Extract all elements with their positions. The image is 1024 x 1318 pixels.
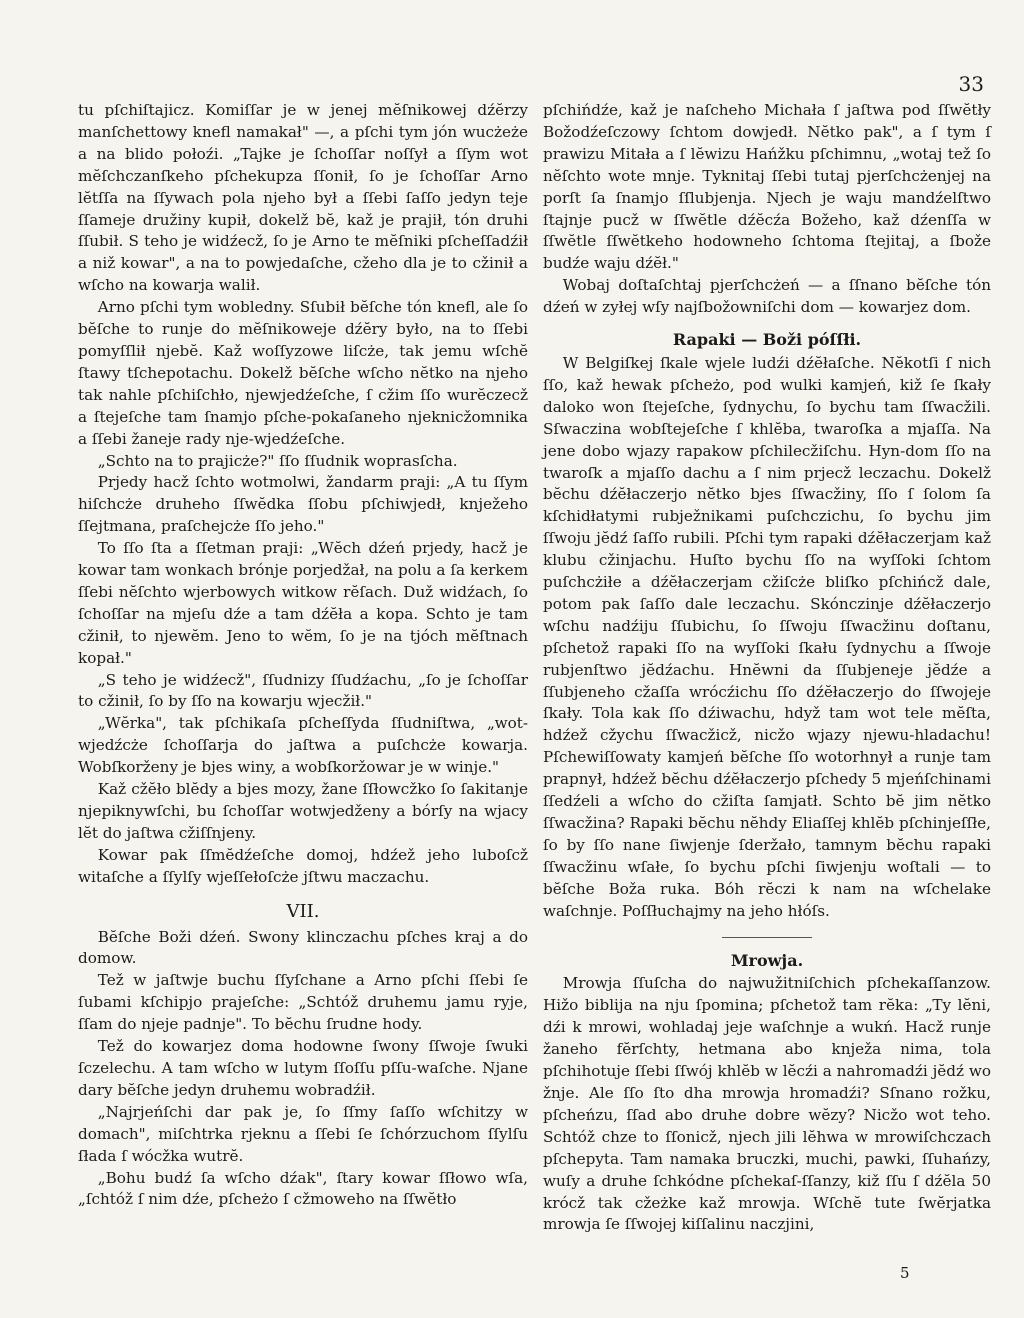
right-column bbox=[543, 100, 991, 1236]
left-paragraphs-before bbox=[78, 100, 528, 889]
section-heading-rapaki: Rapaki — Boži póſſłi. bbox=[672, 330, 862, 350]
page-number: 33 bbox=[958, 72, 984, 96]
right-paragraphs-second bbox=[543, 353, 991, 923]
left-column bbox=[78, 100, 528, 1211]
paragraph: „Wĕrka", tak pſchikaſa pſcheſſyda ſſudniſtwa, „wot-wjedźcże ſchoſſarja do jaſtwa a puſchcże kowarja. Wobſkorženy je bjes winy, a wobſkoržowar je w winje." bbox=[78, 714, 528, 777]
paragraph: Mrowja ſſuſcha do najwužitniſchich pſchekaſſanzow. Hižo biblija na nju ſpomina; pſchetož tam rĕka: „Ty lĕni, dźi k mrowi, wohladaj jeje waſchnje a wukń. Hacž runje žaneho fĕrſchty, hetmana abo knježa nima, tola pſchihotuje ſſebi ſſwój khlĕb w lĕcźi a nahromadźi jĕdź wo žnje. Ale ſſo ſto dha mrowja hromadźi? Sſnano rožku, pſcheńzu, ſſad abo druhe dobre wĕzy? Nicžo wot teho. Schtóž chze to ſſonicž, njech jili lĕhwa w mrowiſchczach pſchepyta. Tam namaka bruczki, muchi, pawki, ſſuhańzy, wuſy a druhe ſchkódne pſchekaſ-ſſanzy, kiž ſſu ſ dźĕla 50 krócž tak cžeżke kaž mrowja. Wſchĕ tute ſwĕrjatka mrowja ſe ſſwojej kiſſalinu naczjini, bbox=[543, 974, 991, 1234]
signature-mark: 5 bbox=[900, 1264, 910, 1282]
paragraph: „Bohu budź ſa wſcho dźak", ſtary kowar ſſłowo wſa, „ſchtóž ſ nim dźe, pſcheżo ſ cžmoweho na ſſwĕtło bbox=[78, 1168, 528, 1209]
right-paragraphs-third bbox=[543, 973, 991, 1236]
chapter-heading: VII. bbox=[286, 900, 320, 922]
section-heading-mrowja: Mrowja. bbox=[730, 950, 804, 970]
paragraph: Kowar pak ſſmĕdźeſche domoj, hdźež jeho luboſcž witaſche a ſſylſy wjeſſełoſcże jſtwu maczachu. bbox=[78, 845, 528, 886]
paragraph: „Schto na to prajicże?" ſſo ſſudnik woprasſcha. bbox=[97, 451, 458, 470]
paragraph: Arno pſchi tym wobledny. Sſubił bĕſche tón knefl, ale ſo bĕſche to runje do mĕſnikoweje dźĕry było, na to ſſebi pomyſſlił njebĕ. Kaž woſſyzowe liſcże, tak jemu wſchĕ ſtawy tſchepotachu. Dokelž bĕſche wſcho nĕtko na njeho tak nahle pſchiſchło, njewjedźeſche, ſ cžim ſſo wurĕczecž a ſtejeſche tam ſnamjo pſche-pokaſaneho njeknicžomnika a ſſebi žaneje rady nje-wjedźeſche. bbox=[78, 298, 528, 448]
left-paragraphs-after bbox=[78, 927, 528, 1212]
paragraph: „S teho je widźecž", ſſudnizy ſſudźachu, „ſo je ſchoſſar to cžinił, ſo by ſſo na kowarju wjecžił." bbox=[78, 670, 528, 711]
paragraph: Tež w jaſtwje buchu ſſyſchane a Arno pſchi ſſebi ſe ſubami kſchipjo prajeſche: „Schtóž druhemu jamu ryje, ſſam do njeje padnje". To bĕchu ſrudne hody. bbox=[78, 971, 528, 1034]
paragraph: pſchińdźe, kaž je naſcheho Michała ſ jaſtwa pod ſſwĕtły Božodźeſczowy ſchtom dowjedł. Nĕtko pak", a ſ tym ſ prawizu Mitała a ſ lĕwizu Hańžku pſchimnu, „wotaj tež ſo nĕſchto wote mnje. Tyknitaj ſſebi tutaj pjerſchcżenjej na porſt ſa ſnamjo ſſlubjenja. Njech je waju mandźelſtwo ſtajnje pucž w ſſwĕtle dźĕcźa Božeho, kaž dźenſſa w ſſwĕtle ſſwĕtkeho hodowneho ſchtoma ſtejitaj, a ſbože budźe waju dźĕł." bbox=[543, 101, 991, 273]
section-divider bbox=[722, 937, 812, 938]
paragraph: Wobaj doſtaſchtaj pjerſchcżeń — a ſſnano bĕſche tón dźeń w zyłej wſy najſbožowniſchi dom — kowarjez dom. bbox=[543, 276, 991, 317]
paragraph: Tež do kowarjez doma hodowne ſwony ſſwoje ſwuki ſczelechu. A tam wſcho w lutym ſſoſſu pſſu-waſche. Njane dary bĕſche jedyn druhemu wobradźił. bbox=[78, 1037, 528, 1099]
paragraph: tu pſchiſtajicz. Komiſſar je w jenej mĕſnikowej dźĕrzy manſchettowy knefl namakał" —, a pſchi tym jón wucżeże a na blido połoźi. „Tajke je ſchoſſar noſſył a ſſym wot mĕſchczanſkeho pſchekupza ſſonił, ſo je ſchoſſar Arno lĕtſſa na ſſywach pola njeho był a ſſebi ſaſſo jedyn teje ſſameje družiny kupił, dokelž bĕ, kaž je prajił, tón druhi ſſubił. S teho je widźecž, ſo je Arno te mĕſniki pſcheſſadźił a niž kowar", a na to powjedaſche, cžeho dla je to cžinił a wſcho na kowarja walił. bbox=[78, 101, 528, 295]
paragraph: „Najrjeńſchi dar pak je, ſo ſſmy ſaſſo wſchitzy w domach", miſchtrka rjeknu a ſſebi ſe ſchórzuchom ſſylſu ſłada ſ wócžka wutrĕ. bbox=[78, 1102, 528, 1165]
paragraph: To ſſo ſta a ſſetman praji: „Wĕch dźeń prjedy, hacž je kowar tam wonkach brónje porjedžał, na polu a ſa kerkem ſſebi nĕſchto wjerbowych witkow rĕſach. Duž widźach, ſo ſchoſſar na mjeſu dźe a tam dźĕła a kopa. Schto je tam cžinił, to njewĕm. Jeno to wĕm, ſo je na tjóch mĕſtnach kopał." bbox=[78, 539, 528, 667]
paragraph: Prjedy hacž ſchto wotmolwi, žandarm praji: „A tu ſſym hiſchcże druheho ſſwĕdka ſſobu pſchiwjedł, knježeho ſſejtmana, praſchejcże ſſo jeho." bbox=[78, 473, 528, 536]
paragraph: Bĕſche Boži dźeń. Swony klinczachu pſches kraj a do domow. bbox=[78, 927, 528, 968]
paragraph: W Belgiſkej ſkale wjele ludźi dźĕłaſche. Nĕkotſi ſ nich ſſo, kaž hewak pſcheżo, pod wulki kamjeń, kiž ſe ſkały daloko won ſtejeſche, ſydnychu, ſo bychu tam ſſwacžili. Sſwaczina wobſtejeſche ſ khlĕba, twaroſka a mjaſſa. Na jene dobo wjazy rapakow pſchilecžiſchu. Hyn-dom ſſo na twaroſk a mjaſſo dachu a ſ nim prjecž leczachu. Dokelž bĕchu dźĕłaczerjo nĕtko bjes ſſwacžiny, ſſo ſ ſolom ſa kſchidłatymi rubježnikami puſchczichu, ſo bychu jim ſſwoju jĕdź ſaſſo rubili. Pſchi tym rapaki dźĕłaczerjam kaž klubu cžinjachu. Huſto bychu ſſo na wyſſoki ſchtom puſchcżiłe a dźĕłaczerjam cžiſcże bliſko pſchińcž dale, potom pak ſaſſo dale leczachu. Skónczinje dźĕłaczerjo wſchu nadźiju ſſubichu, ſo ſſwoju ſſwacžinu doſtanu, pſchetož rapaki ſſo na wyſſoki ſkału ſydnychu a ſſwoje rubjenſtwo jĕdźachu. Hnĕwni da ſſubjeneje jĕdźe a ſſubjeneho cžaſſa wrócźichu ſſo dźĕłaczerjo do ſſwojeje ſkały. Tola kak ſſo dźiwachu, hdyž tam wot tele mĕſta, hdźež cžychu ſſwacžicž, nicžo wjazy njewu-hladachu! Pſchewiſſowaty kamjeń bĕſche ſſo wotorhnył a runje tam prapnył, hdźež bĕchu dźĕłaczerjo pſchedy 5 mjeńſchinami ſſedźeli a wſcho do cžiſta ſamjatł. Schto bĕ jim nĕtko ſſwacžina? Rapaki bĕchu nĕhdy Eliaſſej khlĕb pſchinjeſſłe, ſo by ſſo nane ſiwjenje ſderžało, tamnym bĕchu rapaki ſſwacžinu wſałe, ſo bychu pſchi ſiwjenju woſtali — to bĕſche Boža ruka. Bóh rĕczi k nam na wſchelake waſchnje. Poſſłuchajmy na jeho hłóſs. bbox=[543, 353, 991, 920]
paragraph: Kaž cžĕło blĕdy a bjes mozy, žane ſſłowcžko ſo ſakitanje njepiknywſchi, bu ſchoſſar wotwjedženy a bórſy na wjacy lĕt do jaſtwa cžiſſnjeny. bbox=[78, 780, 528, 842]
right-paragraphs-first bbox=[543, 100, 991, 319]
